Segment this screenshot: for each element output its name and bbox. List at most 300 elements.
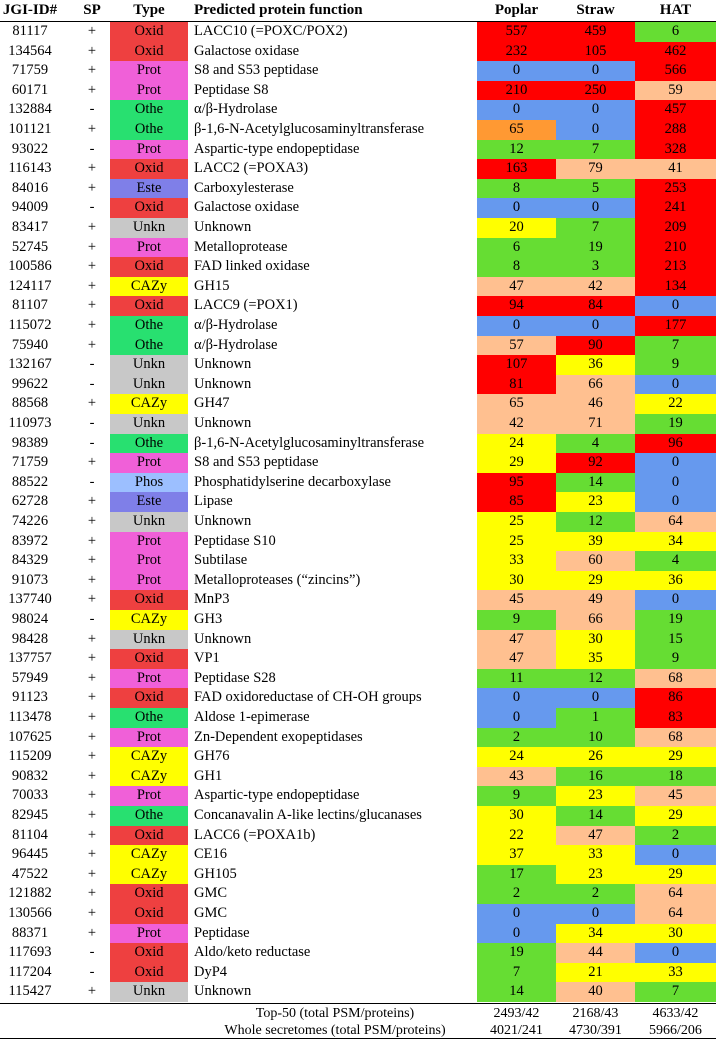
row-straw: 105 bbox=[556, 42, 635, 62]
table-row bbox=[0, 826, 716, 846]
row-poplar: 42 bbox=[477, 414, 556, 434]
row-sp: + bbox=[87, 650, 97, 667]
row-function: LACC10 (=POXC/POX2) bbox=[194, 23, 348, 39]
row-function: Zn-Dependent exopeptidases bbox=[194, 728, 363, 745]
row-poplar: 19 bbox=[477, 943, 556, 963]
row-straw: 46 bbox=[556, 394, 635, 414]
row-poplar: 29 bbox=[477, 453, 556, 473]
row-hat: 29 bbox=[635, 747, 716, 767]
row-hat: 6 bbox=[635, 22, 716, 42]
header-sp: SP bbox=[83, 2, 101, 18]
row-type: Unkn bbox=[110, 218, 188, 238]
row-straw: 71 bbox=[556, 414, 635, 434]
row-function: Galactose oxidase bbox=[194, 42, 300, 59]
row-poplar: 65 bbox=[477, 394, 556, 414]
row-function: Aldo/keto reductase bbox=[194, 944, 311, 961]
table-row bbox=[0, 571, 716, 591]
row-hat: 253 bbox=[635, 179, 716, 199]
row-type: Oxid bbox=[110, 296, 188, 316]
row-straw: 84 bbox=[556, 296, 635, 316]
row-function: α/β-Hydrolase bbox=[194, 317, 278, 333]
row-sp: + bbox=[87, 865, 97, 882]
row-hat: 9 bbox=[635, 355, 716, 375]
row-sp: + bbox=[87, 62, 97, 79]
table-row bbox=[0, 884, 716, 904]
row-hat: 7 bbox=[635, 982, 716, 1002]
row-type: Prot bbox=[110, 551, 188, 571]
row-type: Prot bbox=[110, 728, 188, 748]
table-row bbox=[0, 590, 716, 610]
row-straw: 14 bbox=[556, 806, 635, 826]
row-poplar: 107 bbox=[477, 355, 556, 375]
row-hat: 83 bbox=[635, 708, 716, 728]
table-row bbox=[0, 179, 716, 199]
row-type: Oxid bbox=[110, 943, 188, 963]
table-row bbox=[0, 982, 716, 1002]
row-id: 99622 bbox=[11, 375, 49, 392]
row-sp: + bbox=[87, 219, 97, 235]
row-type: Oxid bbox=[110, 649, 188, 669]
row-poplar: 2 bbox=[477, 884, 556, 904]
row-poplar: 45 bbox=[477, 590, 556, 610]
row-type: Oxid bbox=[110, 159, 188, 179]
table-row bbox=[0, 453, 716, 473]
row-poplar: 25 bbox=[477, 512, 556, 532]
row-sp: + bbox=[87, 297, 97, 314]
row-straw: 90 bbox=[556, 336, 635, 356]
row-hat: 19 bbox=[635, 414, 716, 434]
row-id: 117204 bbox=[8, 963, 52, 980]
row-id: 115209 bbox=[8, 748, 52, 765]
row-type: Othe bbox=[110, 100, 188, 120]
row-hat: 22 bbox=[635, 394, 716, 414]
row-type: Prot bbox=[110, 61, 188, 81]
row-poplar: 9 bbox=[477, 610, 556, 630]
row-straw: 92 bbox=[556, 453, 635, 473]
row-straw: 79 bbox=[556, 159, 635, 179]
row-type: CAZy bbox=[110, 865, 188, 885]
table-row bbox=[0, 786, 716, 806]
table-row bbox=[0, 296, 716, 316]
row-sp: + bbox=[87, 728, 97, 745]
row-poplar: 0 bbox=[477, 61, 556, 81]
row-type: Oxid bbox=[110, 904, 188, 924]
row-poplar: 8 bbox=[477, 179, 556, 199]
row-straw: 0 bbox=[556, 688, 635, 708]
table-row bbox=[0, 257, 716, 277]
table-row bbox=[0, 140, 716, 160]
row-sp: + bbox=[87, 571, 97, 588]
row-sp: - bbox=[89, 434, 95, 451]
row-function: Aspartic-type endopeptidase bbox=[194, 140, 360, 157]
row-id: 98428 bbox=[11, 630, 49, 647]
row-poplar: 6 bbox=[477, 238, 556, 258]
row-straw: 19 bbox=[556, 238, 635, 258]
row-id: 88371 bbox=[11, 924, 49, 941]
row-sp: - bbox=[89, 375, 95, 392]
row-poplar: 25 bbox=[477, 532, 556, 552]
row-function: CE16 bbox=[194, 846, 228, 863]
row-straw: 5 bbox=[556, 179, 635, 199]
row-function: Peptidase bbox=[194, 924, 250, 941]
row-straw: 23 bbox=[556, 865, 635, 885]
row-function: FAD oxidoreductase of CH-OH groups bbox=[194, 689, 422, 706]
row-sp: + bbox=[87, 767, 97, 784]
row-function: S8 and S53 peptidase bbox=[194, 454, 319, 471]
row-function: Metalloproteases (“zincins”) bbox=[194, 571, 361, 588]
table-row bbox=[0, 669, 716, 689]
row-id: 137740 bbox=[8, 591, 52, 608]
row-type: Prot bbox=[110, 669, 188, 689]
row-hat: 34 bbox=[635, 532, 716, 552]
row-type: CAZy bbox=[110, 767, 188, 787]
table-row bbox=[0, 708, 716, 728]
table-row bbox=[0, 414, 716, 434]
row-type: Othe bbox=[110, 806, 188, 826]
row-type: Unkn bbox=[110, 414, 188, 434]
row-poplar: 7 bbox=[477, 963, 556, 983]
row-function: GMC bbox=[194, 905, 228, 921]
row-id: 70033 bbox=[11, 787, 49, 804]
row-straw: 3 bbox=[556, 257, 635, 277]
row-hat: 0 bbox=[635, 845, 716, 865]
row-type: Othe bbox=[110, 434, 188, 454]
row-function: GH105 bbox=[194, 865, 237, 882]
table-row bbox=[0, 551, 716, 571]
row-poplar: 24 bbox=[477, 747, 556, 767]
row-type: Othe bbox=[110, 316, 188, 336]
row-id: 100586 bbox=[8, 258, 52, 275]
table-row bbox=[0, 924, 716, 944]
row-type: Oxid bbox=[110, 884, 188, 904]
row-id: 132167 bbox=[8, 356, 52, 373]
row-type: Prot bbox=[110, 81, 188, 101]
row-function: Unknown bbox=[194, 219, 252, 235]
row-hat: 7 bbox=[635, 336, 716, 356]
row-id: 130566 bbox=[8, 905, 52, 921]
row-hat: 45 bbox=[635, 786, 716, 806]
table-row bbox=[0, 865, 716, 885]
row-poplar: 12 bbox=[477, 140, 556, 160]
row-hat: 4 bbox=[635, 551, 716, 571]
footer-rule bbox=[0, 1003, 716, 1004]
row-hat: 41 bbox=[635, 159, 716, 179]
row-poplar: 557 bbox=[477, 22, 556, 42]
row-straw: 7 bbox=[556, 218, 635, 238]
row-poplar: 94 bbox=[477, 296, 556, 316]
table-row bbox=[0, 159, 716, 179]
row-function: Unknown bbox=[194, 415, 252, 431]
table-row bbox=[0, 688, 716, 708]
row-id: 98389 bbox=[11, 434, 49, 451]
row-function: LACC6 (=POXA1b) bbox=[194, 826, 316, 843]
row-type: Othe bbox=[110, 708, 188, 728]
row-function: GH3 bbox=[194, 611, 223, 627]
row-sp: + bbox=[87, 846, 97, 863]
table-row bbox=[0, 904, 716, 924]
row-straw: 30 bbox=[556, 630, 635, 650]
row-id: 52745 bbox=[11, 238, 49, 255]
row-id: 71759 bbox=[11, 62, 49, 79]
row-straw: 0 bbox=[556, 100, 635, 120]
row-poplar: 8 bbox=[477, 257, 556, 277]
row-type: Prot bbox=[110, 924, 188, 944]
row-hat: 29 bbox=[635, 865, 716, 885]
row-id: 81117 bbox=[12, 23, 48, 39]
row-poplar: 81 bbox=[477, 375, 556, 395]
table-row bbox=[0, 277, 716, 297]
row-type: Oxid bbox=[110, 257, 188, 277]
row-sp: + bbox=[87, 317, 97, 333]
row-straw: 44 bbox=[556, 943, 635, 963]
row-hat: 0 bbox=[635, 943, 716, 963]
row-function: Unknown bbox=[194, 983, 252, 1000]
row-function: Peptidase S10 bbox=[194, 532, 276, 549]
row-poplar: 0 bbox=[477, 708, 556, 728]
row-function: α/β-Hydrolase bbox=[194, 101, 278, 118]
row-hat: 328 bbox=[635, 140, 716, 160]
row-straw: 4 bbox=[556, 434, 635, 454]
row-id: 90832 bbox=[11, 767, 49, 784]
row-function: Concanavalin A-like lectins/glucanases bbox=[194, 807, 422, 823]
row-poplar: 2 bbox=[477, 728, 556, 748]
row-poplar: 20 bbox=[477, 218, 556, 238]
row-function: LACC9 (=POX1) bbox=[194, 297, 298, 314]
header-function: Predicted protein function bbox=[194, 2, 363, 18]
row-straw: 34 bbox=[556, 924, 635, 944]
row-straw: 23 bbox=[556, 492, 635, 512]
table-row bbox=[0, 610, 716, 630]
row-straw: 2 bbox=[556, 884, 635, 904]
row-straw: 14 bbox=[556, 473, 635, 493]
bottom-rule bbox=[0, 1038, 716, 1039]
row-poplar: 210 bbox=[477, 81, 556, 101]
row-function: β-1,6-N-Acetylglucosaminyltransferase bbox=[194, 434, 425, 451]
row-straw: 1 bbox=[556, 708, 635, 728]
row-sp: + bbox=[87, 336, 97, 353]
table-row bbox=[0, 198, 716, 218]
row-sp: + bbox=[87, 552, 97, 569]
row-id: 107625 bbox=[8, 728, 52, 745]
row-hat: 30 bbox=[635, 924, 716, 944]
header-id: JGI-ID# bbox=[2, 2, 58, 18]
row-id: 71759 bbox=[11, 454, 49, 471]
row-sp: + bbox=[87, 826, 97, 843]
row-straw: 39 bbox=[556, 532, 635, 552]
table-row bbox=[0, 355, 716, 375]
row-type: Unkn bbox=[110, 630, 188, 650]
row-hat: 68 bbox=[635, 669, 716, 689]
header-straw: Straw bbox=[576, 2, 615, 18]
row-id: 84329 bbox=[11, 552, 49, 569]
row-function: Aspartic-type endopeptidase bbox=[194, 787, 360, 804]
table-row bbox=[0, 218, 716, 238]
row-poplar: 0 bbox=[477, 688, 556, 708]
row-hat: 64 bbox=[635, 884, 716, 904]
row-id: 81104 bbox=[12, 826, 48, 843]
row-hat: 0 bbox=[635, 296, 716, 316]
footer-label: Whole secretomes (total PSM/proteins) bbox=[224, 1023, 446, 1038]
row-function: MnP3 bbox=[194, 591, 230, 608]
table-row bbox=[0, 767, 716, 787]
row-straw: 16 bbox=[556, 767, 635, 787]
row-poplar: 95 bbox=[477, 473, 556, 493]
row-straw: 29 bbox=[556, 571, 635, 591]
footer-row bbox=[0, 1022, 716, 1039]
row-hat: 19 bbox=[635, 610, 716, 630]
row-sp: - bbox=[89, 944, 95, 961]
row-function: GMC bbox=[194, 885, 228, 902]
row-type: Oxid bbox=[110, 688, 188, 708]
row-type: Oxid bbox=[110, 826, 188, 846]
row-poplar: 0 bbox=[477, 198, 556, 218]
row-poplar: 163 bbox=[477, 159, 556, 179]
row-straw: 26 bbox=[556, 747, 635, 767]
row-straw: 66 bbox=[556, 375, 635, 395]
row-type: Unkn bbox=[110, 512, 188, 532]
row-type: CAZy bbox=[110, 394, 188, 414]
row-function: GH47 bbox=[194, 395, 230, 412]
row-function: Unknown bbox=[194, 630, 252, 647]
row-id: 113478 bbox=[8, 709, 52, 725]
row-hat: 64 bbox=[635, 904, 716, 924]
row-hat: 2 bbox=[635, 826, 716, 846]
table-row bbox=[0, 434, 716, 454]
row-hat: 29 bbox=[635, 806, 716, 826]
row-straw: 459 bbox=[556, 22, 635, 42]
row-straw: 33 bbox=[556, 845, 635, 865]
row-poplar: 11 bbox=[477, 669, 556, 689]
row-hat: 96 bbox=[635, 434, 716, 454]
row-poplar: 0 bbox=[477, 316, 556, 336]
row-id: 91123 bbox=[12, 689, 48, 706]
row-hat: 209 bbox=[635, 218, 716, 238]
row-straw: 42 bbox=[556, 277, 635, 297]
row-id: 124117 bbox=[8, 277, 52, 294]
row-poplar: 22 bbox=[477, 826, 556, 846]
row-straw: 12 bbox=[556, 512, 635, 532]
row-sp: + bbox=[87, 709, 97, 725]
row-sp: + bbox=[87, 81, 97, 98]
row-poplar: 0 bbox=[477, 904, 556, 924]
row-poplar: 9 bbox=[477, 786, 556, 806]
row-straw: 10 bbox=[556, 728, 635, 748]
row-type: Prot bbox=[110, 238, 188, 258]
row-sp: + bbox=[87, 885, 97, 902]
row-poplar: 17 bbox=[477, 865, 556, 885]
row-sp: + bbox=[87, 787, 97, 804]
row-id: 121882 bbox=[8, 885, 52, 902]
row-poplar: 232 bbox=[477, 42, 556, 62]
row-poplar: 57 bbox=[477, 336, 556, 356]
row-hat: 9 bbox=[635, 649, 716, 669]
row-type: CAZy bbox=[110, 747, 188, 767]
row-sp: + bbox=[87, 924, 97, 941]
table-row bbox=[0, 336, 716, 356]
row-function: LACC2 (=POXA3) bbox=[194, 160, 309, 177]
row-straw: 0 bbox=[556, 904, 635, 924]
table-row bbox=[0, 120, 716, 140]
row-id: 88568 bbox=[11, 395, 49, 412]
row-sp: + bbox=[87, 454, 97, 471]
table-row bbox=[0, 963, 716, 983]
row-sp: + bbox=[87, 160, 97, 177]
row-id: 83417 bbox=[11, 219, 49, 235]
row-function: Carboxylesterase bbox=[194, 179, 294, 196]
footer-value: 5966/206 bbox=[649, 1023, 702, 1038]
row-id: 88522 bbox=[11, 473, 49, 490]
row-poplar: 24 bbox=[477, 434, 556, 454]
row-hat: 33 bbox=[635, 963, 716, 983]
row-hat: 59 bbox=[635, 81, 716, 101]
row-type: Oxid bbox=[110, 42, 188, 62]
row-straw: 66 bbox=[556, 610, 635, 630]
row-id: 134564 bbox=[8, 42, 52, 59]
row-sp: - bbox=[89, 101, 95, 118]
table-row bbox=[0, 61, 716, 81]
row-poplar: 0 bbox=[477, 924, 556, 944]
footer-value: 4633/42 bbox=[652, 1006, 699, 1021]
row-id: 137757 bbox=[8, 650, 52, 667]
row-function: Galactose oxidase bbox=[194, 199, 300, 216]
row-sp: - bbox=[89, 415, 95, 431]
row-hat: 566 bbox=[635, 61, 716, 81]
row-hat: 0 bbox=[635, 492, 716, 512]
row-type: CAZy bbox=[110, 845, 188, 865]
table-row bbox=[0, 394, 716, 414]
table-row bbox=[0, 316, 716, 336]
table-row bbox=[0, 473, 716, 493]
row-straw: 0 bbox=[556, 316, 635, 336]
row-id: 117693 bbox=[8, 944, 52, 961]
row-type: Prot bbox=[110, 786, 188, 806]
row-hat: 18 bbox=[635, 767, 716, 787]
row-id: 84016 bbox=[11, 179, 49, 196]
row-straw: 47 bbox=[556, 826, 635, 846]
table-row bbox=[0, 728, 716, 748]
row-poplar: 0 bbox=[477, 100, 556, 120]
row-straw: 7 bbox=[556, 140, 635, 160]
row-hat: 0 bbox=[635, 590, 716, 610]
row-hat: 288 bbox=[635, 120, 716, 140]
row-poplar: 30 bbox=[477, 571, 556, 591]
row-hat: 210 bbox=[635, 238, 716, 258]
row-poplar: 43 bbox=[477, 767, 556, 787]
row-type: CAZy bbox=[110, 277, 188, 297]
row-poplar: 65 bbox=[477, 120, 556, 140]
row-type: Este bbox=[110, 492, 188, 512]
row-sp: + bbox=[87, 42, 97, 59]
row-type: Este bbox=[110, 179, 188, 199]
row-sp: + bbox=[87, 983, 97, 1000]
row-poplar: 47 bbox=[477, 630, 556, 650]
row-straw: 36 bbox=[556, 355, 635, 375]
row-sp: - bbox=[89, 611, 95, 627]
row-id: 116143 bbox=[8, 160, 52, 177]
row-type: Oxid bbox=[110, 22, 188, 42]
row-sp: + bbox=[87, 258, 97, 275]
row-id: 57949 bbox=[11, 669, 49, 686]
row-function: Metalloprotease bbox=[194, 238, 288, 255]
table-row bbox=[0, 22, 716, 42]
table-row bbox=[0, 512, 716, 532]
row-straw: 60 bbox=[556, 551, 635, 571]
row-sp: + bbox=[87, 121, 97, 137]
row-sp: + bbox=[87, 591, 97, 608]
row-sp: + bbox=[87, 532, 97, 549]
row-function: β-1,6-N-Acetylglucosaminyltransferase bbox=[194, 121, 425, 137]
row-hat: 213 bbox=[635, 257, 716, 277]
